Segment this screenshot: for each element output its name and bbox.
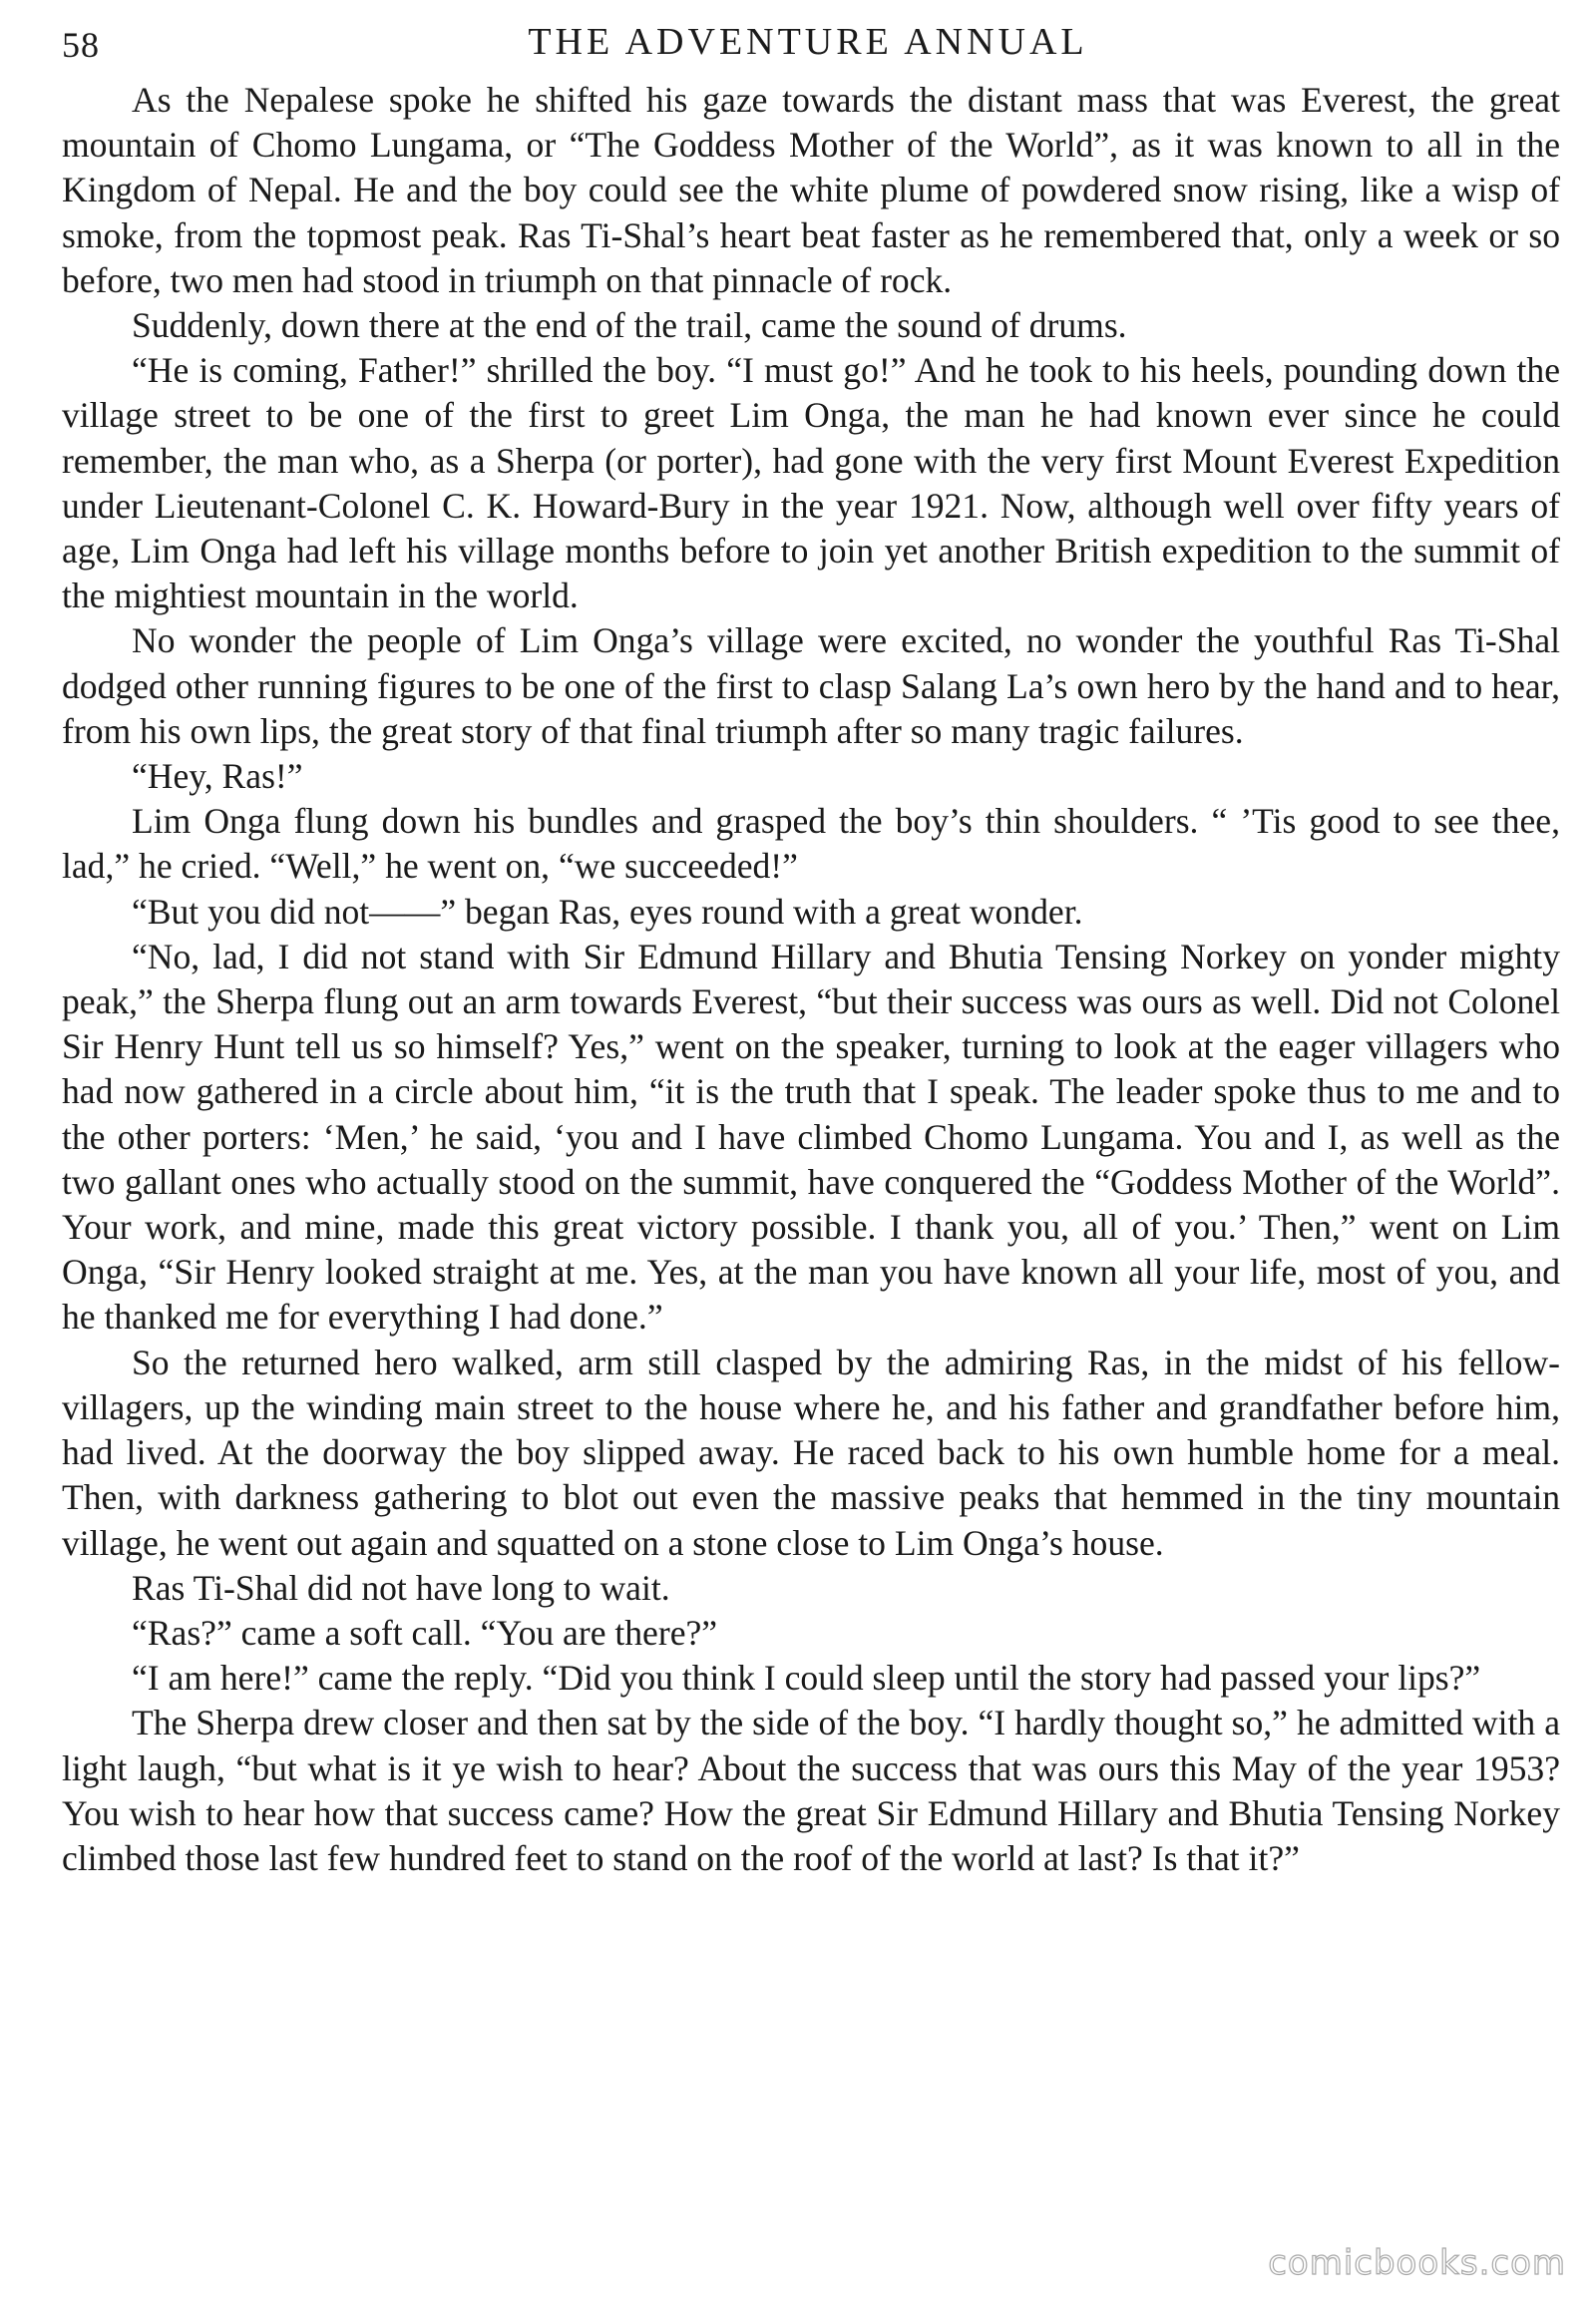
paragraph: Lim Onga flung down his bundles and grasped the boy’s thin shoulders. “ ’Tis good to see thee, lad,” he cried. “Well,” he went on, “we succeeded!” xyxy=(62,801,1560,887)
paragraph: “I am here!” came the reply. “Did you think I could sleep until the story had passed your lips?” xyxy=(132,1658,1481,1699)
page-number: 58 xyxy=(62,25,100,65)
paragraph: “Hey, Ras!” xyxy=(132,756,303,797)
paragraph: So the returned hero walked, arm still clasped by the admiring Ras, in the midst of his fellow-villagers, up the winding main street to the house where he, and his father and grandfather before him, had lived. At the doorway the boy slipped away. He raced back to his own humble home for a meal. Then, with darkness gathering to blot out even the massive peaks that hemmed in the tiny mountain village, he went out again and squatted on a stone close to Lim Onga’s house. xyxy=(62,1342,1560,1563)
story-text xyxy=(50,78,1566,1881)
watermark: comicbooks.com xyxy=(1268,2243,1566,2283)
paragraph: “Ras?” came a soft call. “You are there?” xyxy=(132,1612,718,1653)
paragraph: “He is coming, Father!” shrilled the boy. “I must go!” And he took to his heels, pounding down the village street to be one of the first to greet Lim Onga, the man he had known ever since he could remember, the man who, as a Sherpa (or porter), had gone with the very first Mount Everest Expedition under Lieutenant-Colonel C. K. Howard-Bury in the year 1921. Now, although well over fifty years of age, Lim Onga had left his village months before to join yet another British expedition to the summit of the mightiest mountain in the world. xyxy=(62,350,1560,616)
running-head xyxy=(50,14,1566,66)
paragraph: No wonder the people of Lim Onga’s village were excited, no wonder the youthful Ras Ti-Shal dodged other running figures to be one of the first to clasp Salang La’s own hero by the hand and to hear, from his own lips, the great story of that final triumph after so many tragic failures. xyxy=(62,620,1560,751)
running-title: THE ADVENTURE ANNUAL xyxy=(528,21,1088,63)
paragraph: The Sherpa drew closer and then sat by the side of the boy. “I hardly thought so,” he admitted with a light laugh, “but what is it ye wish to hear? About the success that was ours this May of the year 1953? You wish to hear how that success came? How the great Sir Edmund Hillary and Bhutia Tensing Norkey climbed those last few hundred feet to stand on the roof of the world at last? Is that it?” xyxy=(62,1703,1560,1878)
paragraph: As the Nepalese spoke he shifted his gaze towards the distant mass that was Everest, the great mountain of Chomo Lungama, or “The Goddess Mother of the World”, as it was known to all in the Kingdom of Nepal. He and the boy could see the white plume of powdered snow rising, like a wisp of smoke, from the topmost peak. Ras Ti-Shal’s heart beat faster as he remembered that, only a week or so before, two men had stood in triumph on that pinnacle of rock. xyxy=(62,80,1560,300)
paragraph: Ras Ti-Shal did not have long to wait. xyxy=(132,1567,670,1608)
paragraph: “No, lad, I did not stand with Sir Edmund Hillary and Bhutia Tensing Norkey on yonder mighty peak,” the Sherpa flung out an arm towards Everest, “but their success was ours as well. Did not Colonel Sir Henry Hunt tell us so himself? Yes,” went on the speaker, turning to look at the eager villagers who had now gathered in a circle about him, “it is the truth that I speak. The leader spoke thus to me and to the other porters: ‘Men,’ he said, ‘you and I have climbed Chomo Lungama. You and I, as well as the two gallant ones who actually stood on the summit, have conquered the “Goddess Mother of the World”. Your work, and mine, made this great victory possible. I thank you, all of you.’ Then,” went on Lim Onga, “Sir Henry looked straight at me. Yes, at the man you have known all your life, most of you, and he thanked me for everything I had done.” xyxy=(62,936,1560,1338)
paragraph: Suddenly, down there at the end of the trail, came the sound of drums. xyxy=(132,305,1127,346)
paragraph: “But you did not——” began Ras, eyes round with a great wonder. xyxy=(132,891,1083,932)
book-page xyxy=(50,14,1566,2308)
